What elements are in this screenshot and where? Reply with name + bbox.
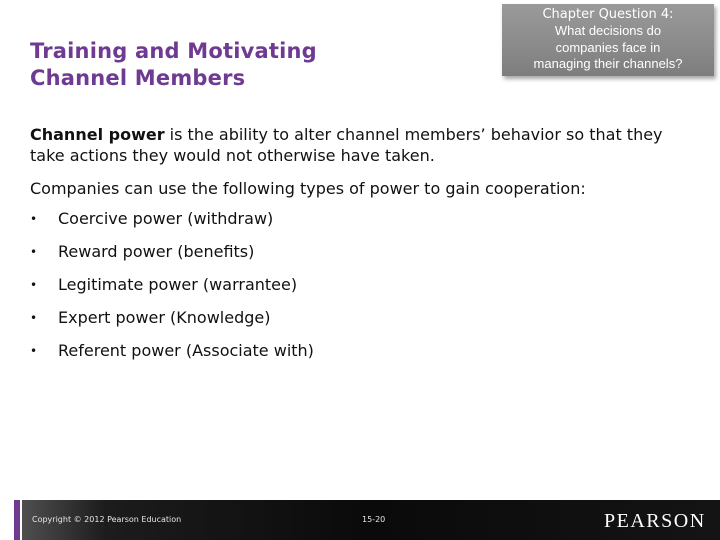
chapter-question-box bbox=[502, 4, 714, 76]
bullet-icon: • bbox=[30, 278, 38, 292]
list-item-text: Legitimate power (warrantee) bbox=[58, 275, 298, 294]
list-item bbox=[30, 271, 314, 304]
pearson-logo: PEARSON bbox=[604, 510, 706, 532]
footer bbox=[0, 500, 720, 540]
copyright-text: Copyright © 2012 Pearson Education bbox=[32, 515, 182, 524]
bullet-icon: • bbox=[30, 245, 38, 259]
list-item-text: Coercive power (withdraw) bbox=[58, 209, 274, 228]
list-item bbox=[30, 337, 314, 370]
definition-text: is the ability to alter channel members’ behavior so that they take actions they would not otherwise have taken. bbox=[30, 125, 663, 165]
footer-accent-stripe bbox=[14, 500, 20, 540]
chapter-question-line-2: companies face in bbox=[555, 39, 661, 55]
definition-term: Channel power bbox=[30, 125, 165, 144]
slide-title-line-2: Channel Members bbox=[30, 66, 246, 90]
page-number: 15-20 bbox=[362, 515, 386, 524]
list-item bbox=[30, 304, 314, 337]
slide-title bbox=[30, 38, 430, 92]
list-item-text: Expert power (Knowledge) bbox=[58, 308, 271, 327]
bullet-icon: • bbox=[30, 311, 38, 325]
chapter-question-line-1: What decisions do bbox=[554, 23, 662, 38]
power-types-list bbox=[30, 205, 314, 370]
bullet-icon: • bbox=[30, 212, 38, 226]
intro-paragraph: Companies can use the following types of power to gain cooperation: bbox=[30, 179, 586, 198]
slide-title-line-1: Training and Motivating bbox=[30, 39, 317, 63]
bullet-icon: • bbox=[30, 344, 38, 358]
list-item-text: Reward power (benefits) bbox=[58, 242, 255, 261]
list-item bbox=[30, 205, 314, 238]
chapter-question-heading: Chapter Question 4: bbox=[542, 7, 674, 22]
list-item-text: Referent power (Associate with) bbox=[58, 341, 314, 360]
definition-paragraph bbox=[30, 124, 670, 166]
chapter-question-line-3: managing their channels? bbox=[533, 56, 683, 71]
list-item bbox=[30, 238, 314, 271]
